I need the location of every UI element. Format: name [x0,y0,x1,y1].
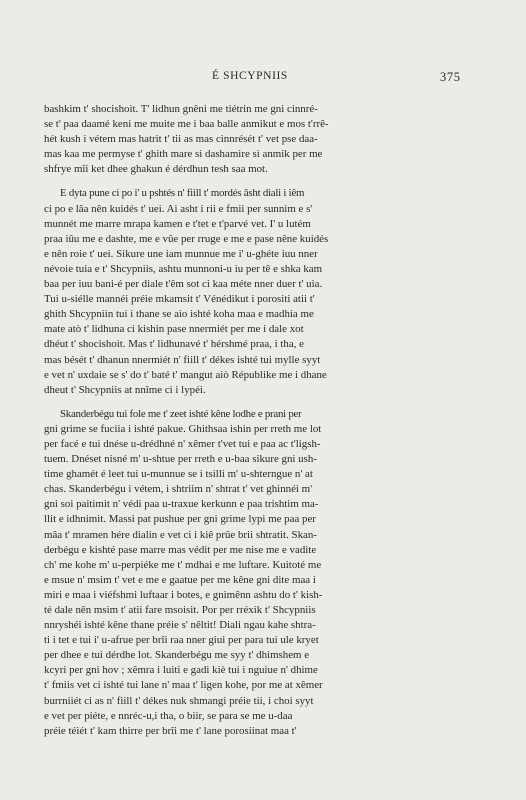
text-line: mâa t' mramen hére dialin e vet ci i kiê prûe brii shtratit. Skan- [44,528,317,541]
text-line: per dhee e tui dérdhe lot. Skanderbégu me syy t' dhimshem e [44,649,310,662]
text-line: dhéut t' shocishoit. Mas t' lidhunavé t' hérshmé praa, i tha, e [44,338,304,351]
text-line: ch' me kohe m' u-perpiéke me t' mdhai e me luftare. Kuitoté me [44,558,322,571]
text-line: ti i tet e tui i' u-afrue per brîi raa nner giui per para tui ule kryet [44,634,319,647]
text-line: Tui u-siélle mannéi préie mkamsit t' Vénédikut i porositi atii t' [44,293,315,306]
paragraph [44,186,462,397]
text-line: llit e idhnimit. Massi pat pushue per gni grime lypi me paa per [44,513,316,526]
text-line: ghith Shcypniin tui i thane se aio ishté koha maa e madhia me [44,308,314,321]
text-line: kcyri per gni hov ; xêmra i luiti e gadi kiè tui i nguiue n' dhime [44,664,318,677]
text-line: per facé e tui dnése u-drédhné n' xêmer t'vet tui e paa ac t'ligsh- [44,437,321,450]
page-header [0,70,526,86]
page-number: 375 [440,70,461,84]
text-line: té dale nên msim t' atii fare msoisit. Por per rréxik t' Shcypniis [44,604,316,616]
text-line: ci po e lâa nên kuidés t' uei. Ai asht i rii e fmii per sunnim e s' [44,202,313,215]
text-line: mas bését t' dhanun nnermiét n' fiill t' dékes ishté tui mylle syyt [44,353,321,366]
text-line: baa per iuu bani-é per diale t'êm sot ci kaa méte nner duer t' uia. [44,278,323,291]
text-line: e nên roie t' uei. Sikure une iam munnue me i' u-ghéte iuu nner [44,247,318,260]
text-line: burrniiét ci as n' fiill t' dékes nuk shmangi préie tii, i choi syyt [44,694,314,707]
text-line: Skanderbégu tui fole me t' zeet ishté kêne lodhe e prani per [60,407,302,420]
text-line: miri e maa i viéfshmi luftaar i botes, e gnimênn ashtu do t' kish- [44,588,323,601]
text-line: mate atò t' lidhuna ci kishin pase nnermiét per me i dale xot [44,323,304,336]
text-line: tuem. Dnéset nisné m' u-shtue per rreth e u-baa sikure gni ush- [44,453,317,466]
text-line: e vet per piéte, e nnréc-u,i tha, o biir, se para se me u-daa [44,709,293,722]
body-text [44,102,462,739]
paragraph [44,102,462,177]
text-line: névoie tuia e t' Shcypniis, ashtu munnoni-u iu per tê e shka kam [44,262,323,275]
text-line: gni soi paitimit n' védi paa u-traxue kerkunn e paa trishtim ma- [44,498,319,511]
text-line: E dyta pune ci po i' u pshtés n' fiill t' mordés âsht diali i iêm [60,187,305,200]
text-line: praa iûu me e dashte, me e vûe per rruge e me e pase nêne kuidés [44,232,329,245]
text-line: bashkim t' shocishoit. T' lidhun gnêni me tiétrin me gni cinnré- [44,103,318,115]
text-line: préie téiét t' kam thirre per brîi me t' lane porosiinat maa t' [44,724,297,737]
text-line: e msue n' msim t' vet e me e gaatue per me kêne gni dite maa i [44,573,316,586]
text-line: shfrye mîi ket dhee ghakun é dérdhun tesh saa mot. [44,163,268,176]
text-line: se t' paa daamé keni me muite me i baa balle anmikut e mos t'rrê- [44,118,329,131]
text-line: hét kush i vétem mas hatrit t' tii as mas cinnrését t' vet pse daa- [44,133,318,146]
running-title: É SHCYPNIIS [212,70,288,82]
text-line: chas. Skanderbégu i vétem, i shtriim n' shtrat t' vet ghinnéi m' [44,483,313,496]
text-line: time ghamét é leet tui u-munnue se i tsilli m' u-shterngue n' at [44,468,313,481]
text-line: munnét me marre mrapa kamen e t'tet e t'parvé vet. I' u lutém [44,217,311,230]
text-line: mas kaa me permyse t' ghith mare si dashamire si anmik per me [44,148,323,161]
text-line: nnryshéi ishté kêne thane préie s' nêltit! Diali ngau kahe shtra- [44,619,316,632]
text-line: derbégu e kishté pase marre mas védit per me nise me e vadite [44,543,317,556]
text-line: t' fmiis vet ci ishté tui lane n' maa t' ligen kohe, por me at xêmer [44,679,323,692]
text-line: gni grime se fuciia i ishté pakue. Ghithsaa ishin per rreth me lot [44,422,322,435]
paragraph [44,407,462,739]
text-line: dheut t' Shcypniis at nnîme ci i lypéi. [44,383,206,396]
text-line: e vet n' uxdaie se s' do t' baté t' mangut aiò Républike me i dhane [44,368,327,381]
